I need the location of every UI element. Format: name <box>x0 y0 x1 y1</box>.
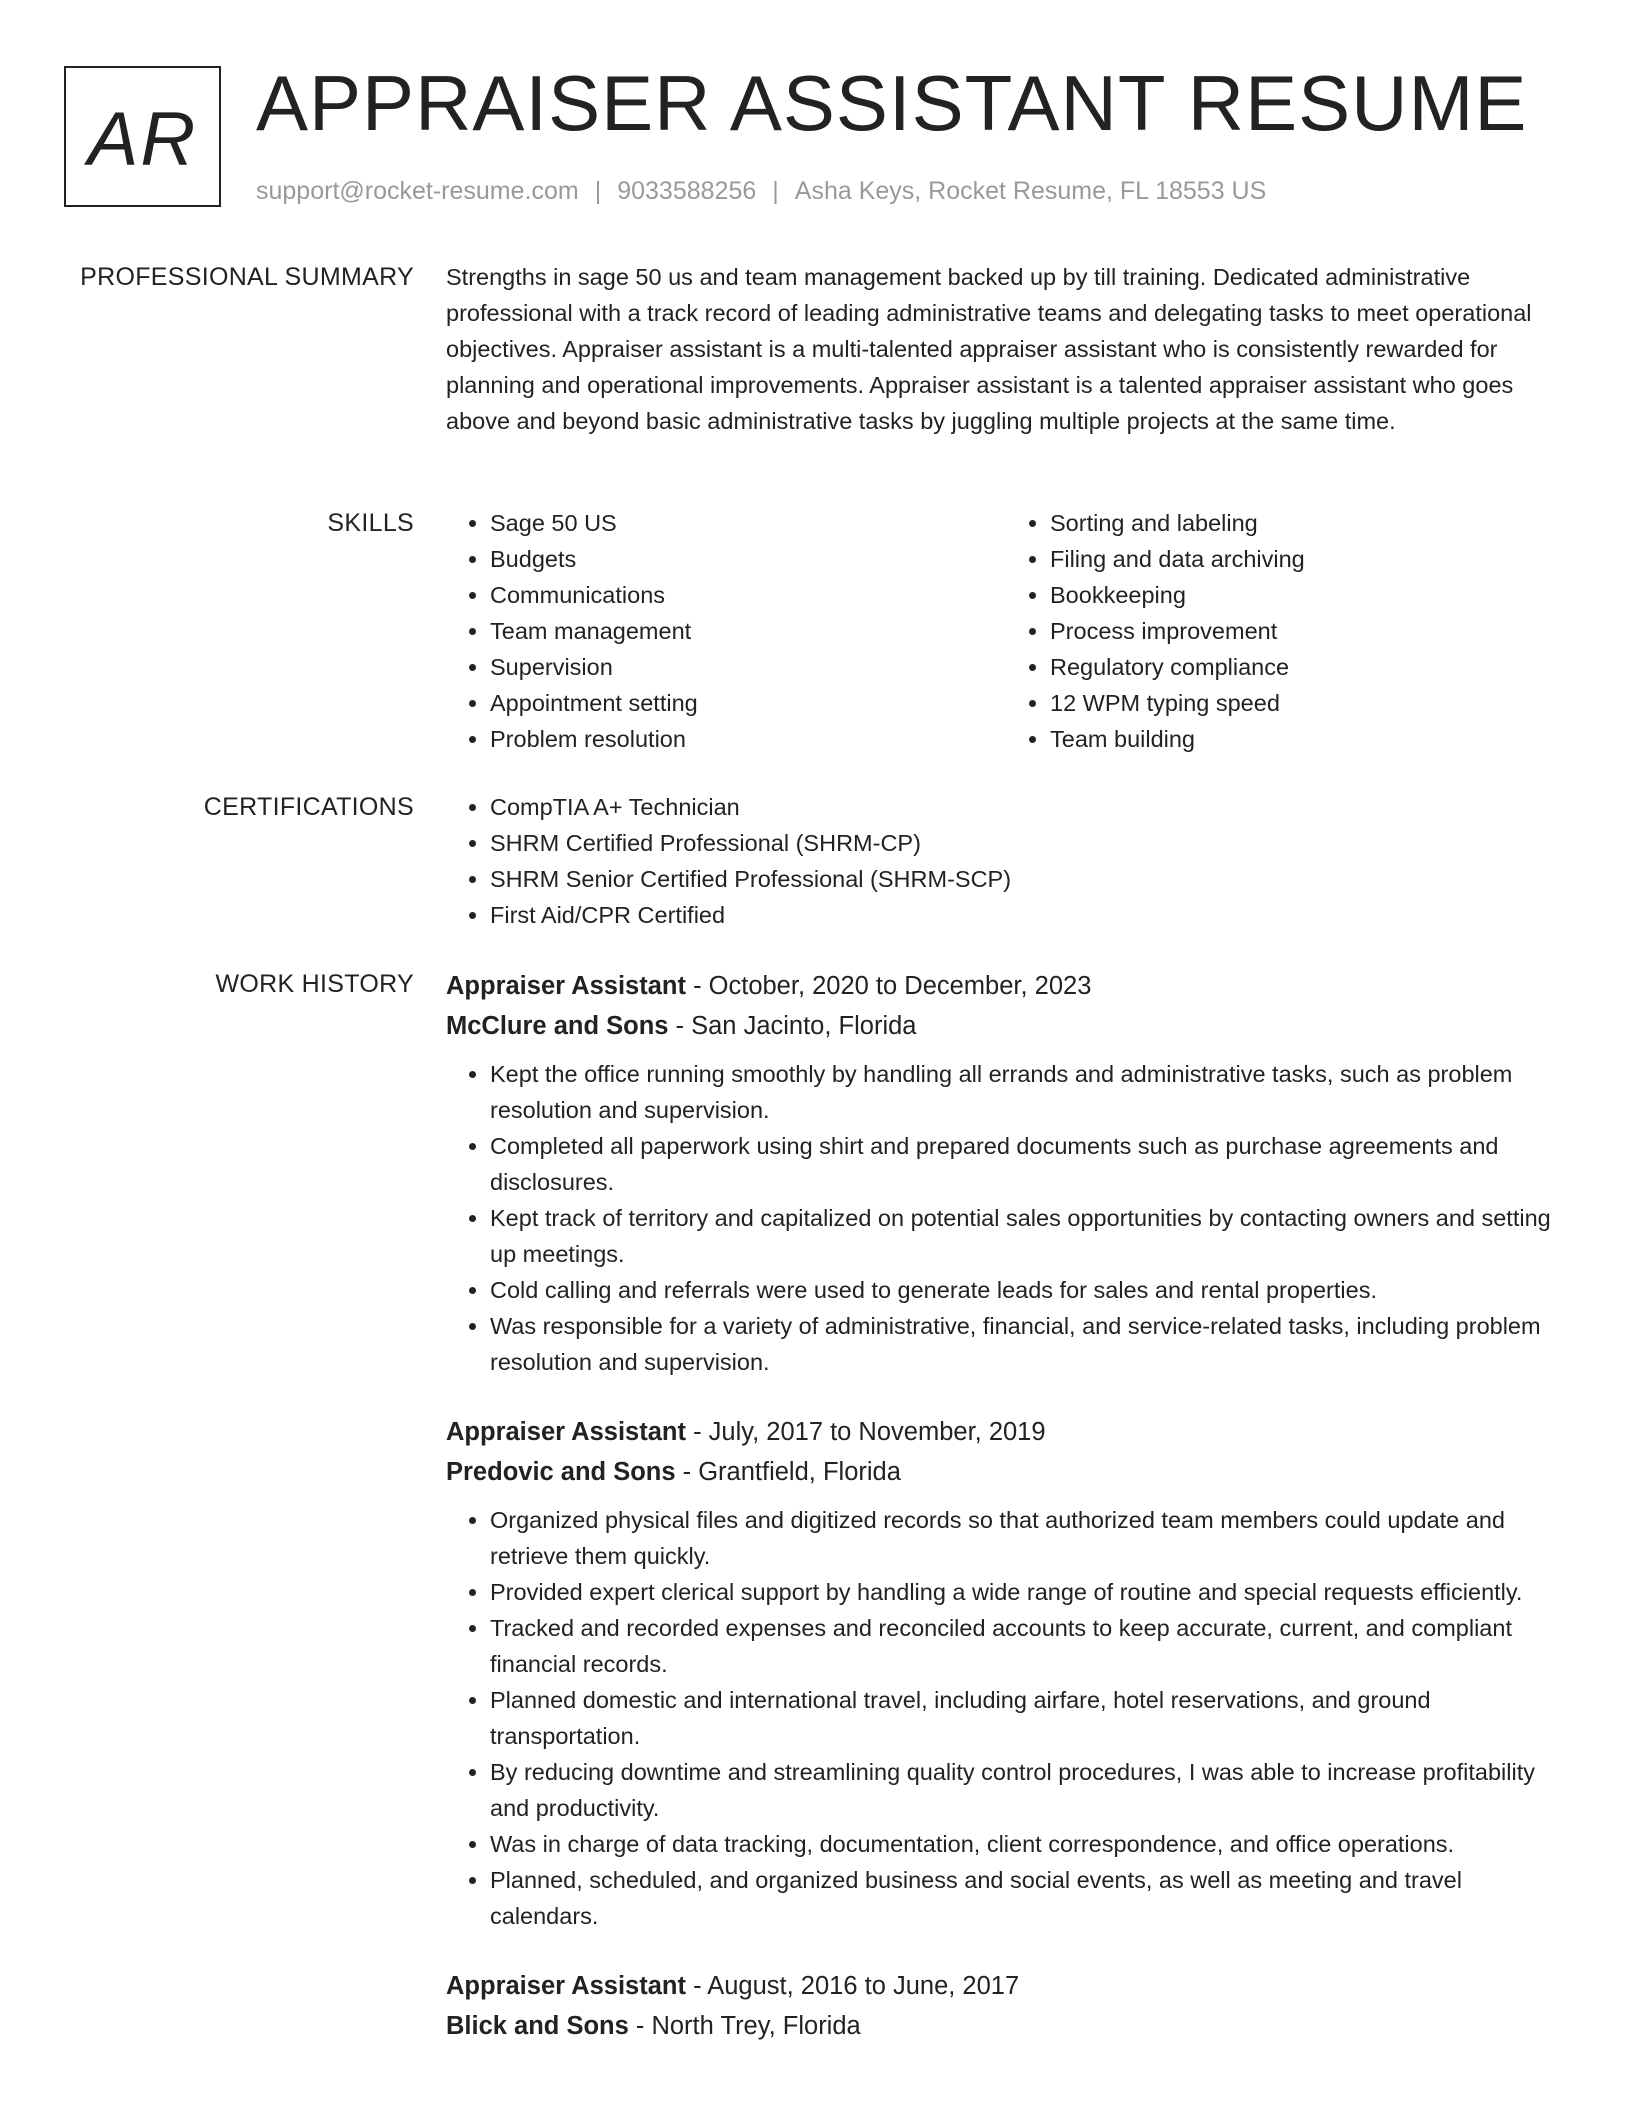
contact-address: Asha Keys, Rocket Resume, FL 18553 US <box>794 177 1267 205</box>
job-dates: - August, 2016 to June, 2017 <box>685 1972 1020 2000</box>
job-bullet: • Completed all paperwork using shirt and prepared documents such as purchase agreements and disclosures. <box>490 1128 1566 1200</box>
resume-title: APPRAISER ASSISTANT RESUME <box>256 59 1528 147</box>
summary-body <box>446 259 1566 439</box>
job-title-line <box>446 1412 1566 1452</box>
job-bullet: • By reducing downtime and streamlining quality control procedures, I was able to increase profitability and productivity. <box>490 1754 1566 1826</box>
skill-item: • Regulatory compliance <box>1050 649 1566 685</box>
skill-item: • Supervision <box>490 649 1006 685</box>
job-dates: - October, 2020 to December, 2023 <box>685 972 1092 1000</box>
certifications-list <box>446 789 1566 933</box>
certification-item: • First Aid/CPR Certified <box>490 897 1566 933</box>
skill-item: • Filing and data archiving <box>1050 541 1566 577</box>
job-entry <box>446 1412 1566 1934</box>
job-company: Predovic and Sons <box>446 1458 676 1486</box>
job-bullets <box>446 1502 1566 1934</box>
job-title-line <box>446 1966 1566 2006</box>
section-label: PROFESSIONAL SUMMARY <box>80 263 414 291</box>
skill-item: • Bookkeeping <box>1050 577 1566 613</box>
job-dates: - July, 2017 to November, 2019 <box>685 1418 1046 1446</box>
contact-separator: | <box>772 177 779 205</box>
skill-item: • Sage 50 US <box>490 505 1006 541</box>
certification-item: • CompTIA A+ Technician <box>490 789 1566 825</box>
skill-item: • Team management <box>490 613 1006 649</box>
job-title-line <box>446 966 1566 1006</box>
job-company-line <box>446 1006 1566 1046</box>
skill-item: • Budgets <box>490 541 1006 577</box>
certifications-body <box>446 789 1566 933</box>
job-company-line <box>446 2006 1566 2046</box>
job-bullet: • Cold calling and referrals were used to generate leads for sales and rental properties. <box>490 1272 1566 1308</box>
job-bullet: • Kept track of territory and capitalized on potential sales opportunities by contacting owners and setting up meetings. <box>490 1200 1566 1272</box>
skill-item: • 12 WPM typing speed <box>1050 685 1566 721</box>
job-location: - North Trey, Florida <box>628 2012 861 2040</box>
skill-item: • Communications <box>490 577 1006 613</box>
monogram-initials: AR <box>87 97 198 182</box>
job-bullet: • Tracked and recorded expenses and reconciled accounts to keep accurate, current, and compliant financial records. <box>490 1610 1566 1682</box>
job-entry <box>446 966 1566 1380</box>
skill-item: • Team building <box>1050 721 1566 757</box>
job-entry <box>446 1966 1566 2046</box>
job-company-line <box>446 1452 1566 1492</box>
certification-item: • SHRM Senior Certified Professional (SHRM-SCP) <box>490 861 1566 897</box>
job-bullet: • Was responsible for a variety of administrative, financial, and service-related tasks, including problem resolution and supervision. <box>490 1308 1566 1380</box>
section-label: SKILLS <box>327 509 414 537</box>
job-title: Appraiser Assistant <box>446 1972 686 2000</box>
section-label: CERTIFICATIONS <box>203 793 414 821</box>
skills-body <box>446 505 1566 757</box>
job-bullet: • Planned, scheduled, and organized business and social events, as well as meeting and travel calendars. <box>490 1862 1566 1934</box>
section-label: WORK HISTORY <box>215 970 414 998</box>
job-bullet: • Organized physical files and digitized records so that authorized team members could update and retrieve them quickly. <box>490 1502 1566 1574</box>
job-bullet: • Kept the office running smoothly by handling all errands and administrative tasks, such as problem resolution and supervision. <box>490 1056 1566 1128</box>
monogram-box <box>64 66 221 207</box>
contact-phone: 9033588256 <box>617 177 757 205</box>
certification-item: • SHRM Certified Professional (SHRM-CP) <box>490 825 1566 861</box>
contact-email: support@rocket-resume.com <box>256 177 579 205</box>
job-bullet: • Was in charge of data tracking, documentation, client correspondence, and office operations. <box>490 1826 1566 1862</box>
skills-list-left <box>446 505 1006 757</box>
job-location: - Grantfield, Florida <box>675 1458 901 1486</box>
job-title: Appraiser Assistant <box>446 972 686 1000</box>
job-bullets <box>446 1056 1566 1380</box>
job-bullet: • Planned domestic and international travel, including airfare, hotel reservations, and ground transportation. <box>490 1682 1566 1754</box>
skill-item: • Problem resolution <box>490 721 1006 757</box>
contact-line <box>256 174 1266 208</box>
job-company: Blick and Sons <box>446 2012 629 2040</box>
contact-separator: | <box>594 177 602 205</box>
summary-text: Strengths in sage 50 us and team management backed up by till training. Dedicated administrative professional with a track record of leading administrative teams and delegating tasks to meet operational objectives. Appraiser assistant is a multi-talented appraiser assistant who is consistently rewarded for planning and operational improvements. Appraiser assistant is a talented appraiser assistant who goes above and beyond basic administrative tasks by juggling multiple projects at the same time. <box>446 264 1532 434</box>
skill-item: • Sorting and labeling <box>1050 505 1566 541</box>
job-title: Appraiser Assistant <box>446 1418 686 1446</box>
work-body <box>446 966 1566 2078</box>
job-company: McClure and Sons <box>446 1012 669 1040</box>
skills-list-right <box>1006 505 1566 757</box>
job-bullet: • Provided expert clerical support by handling a wide range of routine and special requests efficiently. <box>490 1574 1566 1610</box>
job-location: - San Jacinto, Florida <box>668 1012 917 1040</box>
skill-item: • Process improvement <box>1050 613 1566 649</box>
skill-item: • Appointment setting <box>490 685 1006 721</box>
